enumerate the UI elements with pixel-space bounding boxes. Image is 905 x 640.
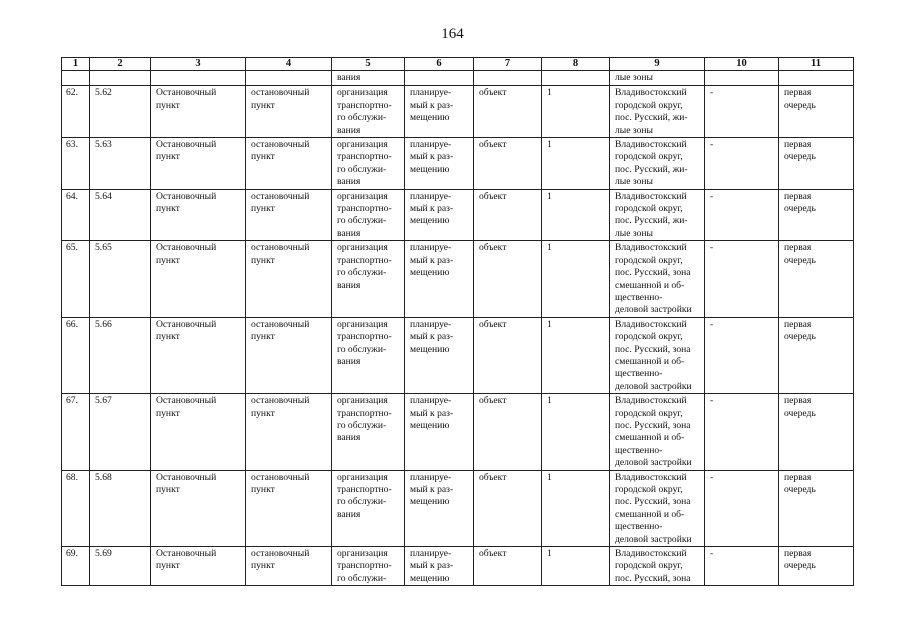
page-number: 164 xyxy=(441,26,464,42)
quantity-cell: 1 xyxy=(542,394,610,470)
row-number-cell: 63. xyxy=(62,138,90,190)
table-cell xyxy=(151,71,246,86)
header-cell: 9 xyxy=(610,58,705,71)
table-row xyxy=(62,86,854,138)
purpose-cell: организация транспортно- го обслужи- вания xyxy=(332,317,405,393)
table-cell xyxy=(779,71,854,86)
code-cell: 5.62 xyxy=(90,86,151,138)
location-cell: Владивостокский городской округ, пос. Русский, зона смешанной и об- щественно- деловой застройки xyxy=(610,317,705,393)
row-number-cell: 67. xyxy=(62,394,90,470)
row-number-cell: 65. xyxy=(62,241,90,317)
code-cell: 5.67 xyxy=(90,394,151,470)
column-10-cell: - xyxy=(705,138,779,190)
header-cell: 8 xyxy=(542,58,610,71)
table-row xyxy=(62,470,854,546)
purpose-cell: организация транспортно- го обслужи- вания xyxy=(332,394,405,470)
type-cell: остановочный пункт xyxy=(246,189,332,241)
code-cell: 5.65 xyxy=(90,241,151,317)
unit-cell: объект xyxy=(474,317,542,393)
table-row xyxy=(62,138,854,190)
header-cell: 10 xyxy=(705,58,779,71)
name-cell: Остановочный пункт xyxy=(151,547,246,586)
header-cell: 3 xyxy=(151,58,246,71)
table-cell xyxy=(62,71,90,86)
stage-cell: первая очередь xyxy=(779,547,854,586)
quantity-cell: 1 xyxy=(542,317,610,393)
table-cell xyxy=(246,71,332,86)
row-number-cell: 68. xyxy=(62,470,90,546)
column-10-cell: - xyxy=(705,317,779,393)
table-row xyxy=(62,241,854,317)
row-number-cell: 64. xyxy=(62,189,90,241)
type-cell: остановочный пункт xyxy=(246,394,332,470)
header-cell: 4 xyxy=(246,58,332,71)
purpose-cell: организация транспортно- го обслужи- xyxy=(332,547,405,586)
status-cell: планируе- мый к раз- мещению xyxy=(405,317,474,393)
header-cell: 5 xyxy=(332,58,405,71)
location-cell: Владивостокский городской округ, пос. Русский, жи- лые зоны xyxy=(610,138,705,190)
table-cell xyxy=(542,71,610,86)
name-cell: Остановочный пункт xyxy=(151,189,246,241)
status-cell: планируе- мый к раз- мещению xyxy=(405,470,474,546)
quantity-cell: 1 xyxy=(542,241,610,317)
stage-cell: первая очередь xyxy=(779,317,854,393)
unit-cell: объект xyxy=(474,86,542,138)
status-cell: планируе- мый к раз- мещению xyxy=(405,241,474,317)
unit-cell: объект xyxy=(474,241,542,317)
name-cell: Остановочный пункт xyxy=(151,241,246,317)
status-cell: планируе- мый к раз- мещению xyxy=(405,547,474,586)
name-cell: Остановочный пункт xyxy=(151,86,246,138)
header-cell: 6 xyxy=(405,58,474,71)
table-cell xyxy=(405,71,474,86)
purpose-cell: организация транспортно- го обслужи- вания xyxy=(332,86,405,138)
purpose-cell: организация транспортно- го обслужи- вания xyxy=(332,470,405,546)
name-cell: Остановочный пункт xyxy=(151,138,246,190)
header-cell: 1 xyxy=(62,58,90,71)
type-cell: остановочный пункт xyxy=(246,86,332,138)
code-cell: 5.64 xyxy=(90,189,151,241)
table-row xyxy=(62,547,854,586)
purpose-cell: организация транспортно- го обслужи- вания xyxy=(332,138,405,190)
column-10-cell: - xyxy=(705,241,779,317)
location-cell: Владивостокский городской округ, пос. Русский, зона смешанной и об- щественно- деловой застройки xyxy=(610,470,705,546)
location-cell: Владивостокский городской округ, пос. Русский, жи- лые зоны xyxy=(610,86,705,138)
stage-cell: первая очередь xyxy=(779,394,854,470)
header-cell: 2 xyxy=(90,58,151,71)
column-10-cell: - xyxy=(705,189,779,241)
code-cell: 5.68 xyxy=(90,470,151,546)
table-cell: лые зоны xyxy=(610,71,705,86)
location-cell: Владивостокский городской округ, пос. Русский, жи- лые зоны xyxy=(610,189,705,241)
column-10-cell: - xyxy=(705,470,779,546)
row-number-cell: 66. xyxy=(62,317,90,393)
type-cell: остановочный пункт xyxy=(246,317,332,393)
type-cell: остановочный пункт xyxy=(246,241,332,317)
stage-cell: первая очередь xyxy=(779,241,854,317)
name-cell: Остановочный пункт xyxy=(151,317,246,393)
location-cell: Владивостокский городской округ, пос. Русский, зона смешанной и об- щественно- деловой застройки xyxy=(610,394,705,470)
quantity-cell: 1 xyxy=(542,189,610,241)
name-cell: Остановочный пункт xyxy=(151,470,246,546)
quantity-cell: 1 xyxy=(542,138,610,190)
column-10-cell: - xyxy=(705,394,779,470)
location-cell: Владивостокский городской округ, пос. Русский, зона смешанной и об- щественно- деловой застройки xyxy=(610,241,705,317)
continuation-row xyxy=(62,71,854,86)
code-cell: 5.63 xyxy=(90,138,151,190)
purpose-cell: организация транспортно- го обслужи- вания xyxy=(332,241,405,317)
quantity-cell: 1 xyxy=(542,86,610,138)
unit-cell: объект xyxy=(474,470,542,546)
status-cell: планируе- мый к раз- мещению xyxy=(405,138,474,190)
location-cell: Владивостокский городской округ, пос. Русский, зона xyxy=(610,547,705,586)
unit-cell: объект xyxy=(474,394,542,470)
column-10-cell: - xyxy=(705,86,779,138)
quantity-cell: 1 xyxy=(542,470,610,546)
table-row xyxy=(62,189,854,241)
type-cell: остановочный пункт xyxy=(246,470,332,546)
quantity-cell: 1 xyxy=(542,547,610,586)
header-row xyxy=(62,58,854,71)
header-cell: 7 xyxy=(474,58,542,71)
stage-cell: первая очередь xyxy=(779,470,854,546)
table-cell xyxy=(474,71,542,86)
table-cell xyxy=(90,71,151,86)
header-cell: 11 xyxy=(779,58,854,71)
table-row xyxy=(62,394,854,470)
row-number-cell: 62. xyxy=(62,86,90,138)
table-cell xyxy=(705,71,779,86)
purpose-cell: организация транспортно- го обслужи- вания xyxy=(332,189,405,241)
unit-cell: объект xyxy=(474,138,542,190)
code-cell: 5.69 xyxy=(90,547,151,586)
name-cell: Остановочный пункт xyxy=(151,394,246,470)
table-row xyxy=(62,317,854,393)
type-cell: остановочный пункт xyxy=(246,138,332,190)
stage-cell: первая очередь xyxy=(779,189,854,241)
code-cell: 5.66 xyxy=(90,317,151,393)
stage-cell: первая очередь xyxy=(779,86,854,138)
row-number-cell: 69. xyxy=(62,547,90,586)
stage-cell: первая очередь xyxy=(779,138,854,190)
unit-cell: объект xyxy=(474,189,542,241)
table-cell: вания xyxy=(332,71,405,86)
data-table xyxy=(61,57,854,586)
status-cell: планируе- мый к раз- мещению xyxy=(405,394,474,470)
status-cell: планируе- мый к раз- мещению xyxy=(405,189,474,241)
unit-cell: объект xyxy=(474,547,542,586)
status-cell: планируе- мый к раз- мещению xyxy=(405,86,474,138)
type-cell: остановочный пункт xyxy=(246,547,332,586)
column-10-cell: - xyxy=(705,547,779,586)
